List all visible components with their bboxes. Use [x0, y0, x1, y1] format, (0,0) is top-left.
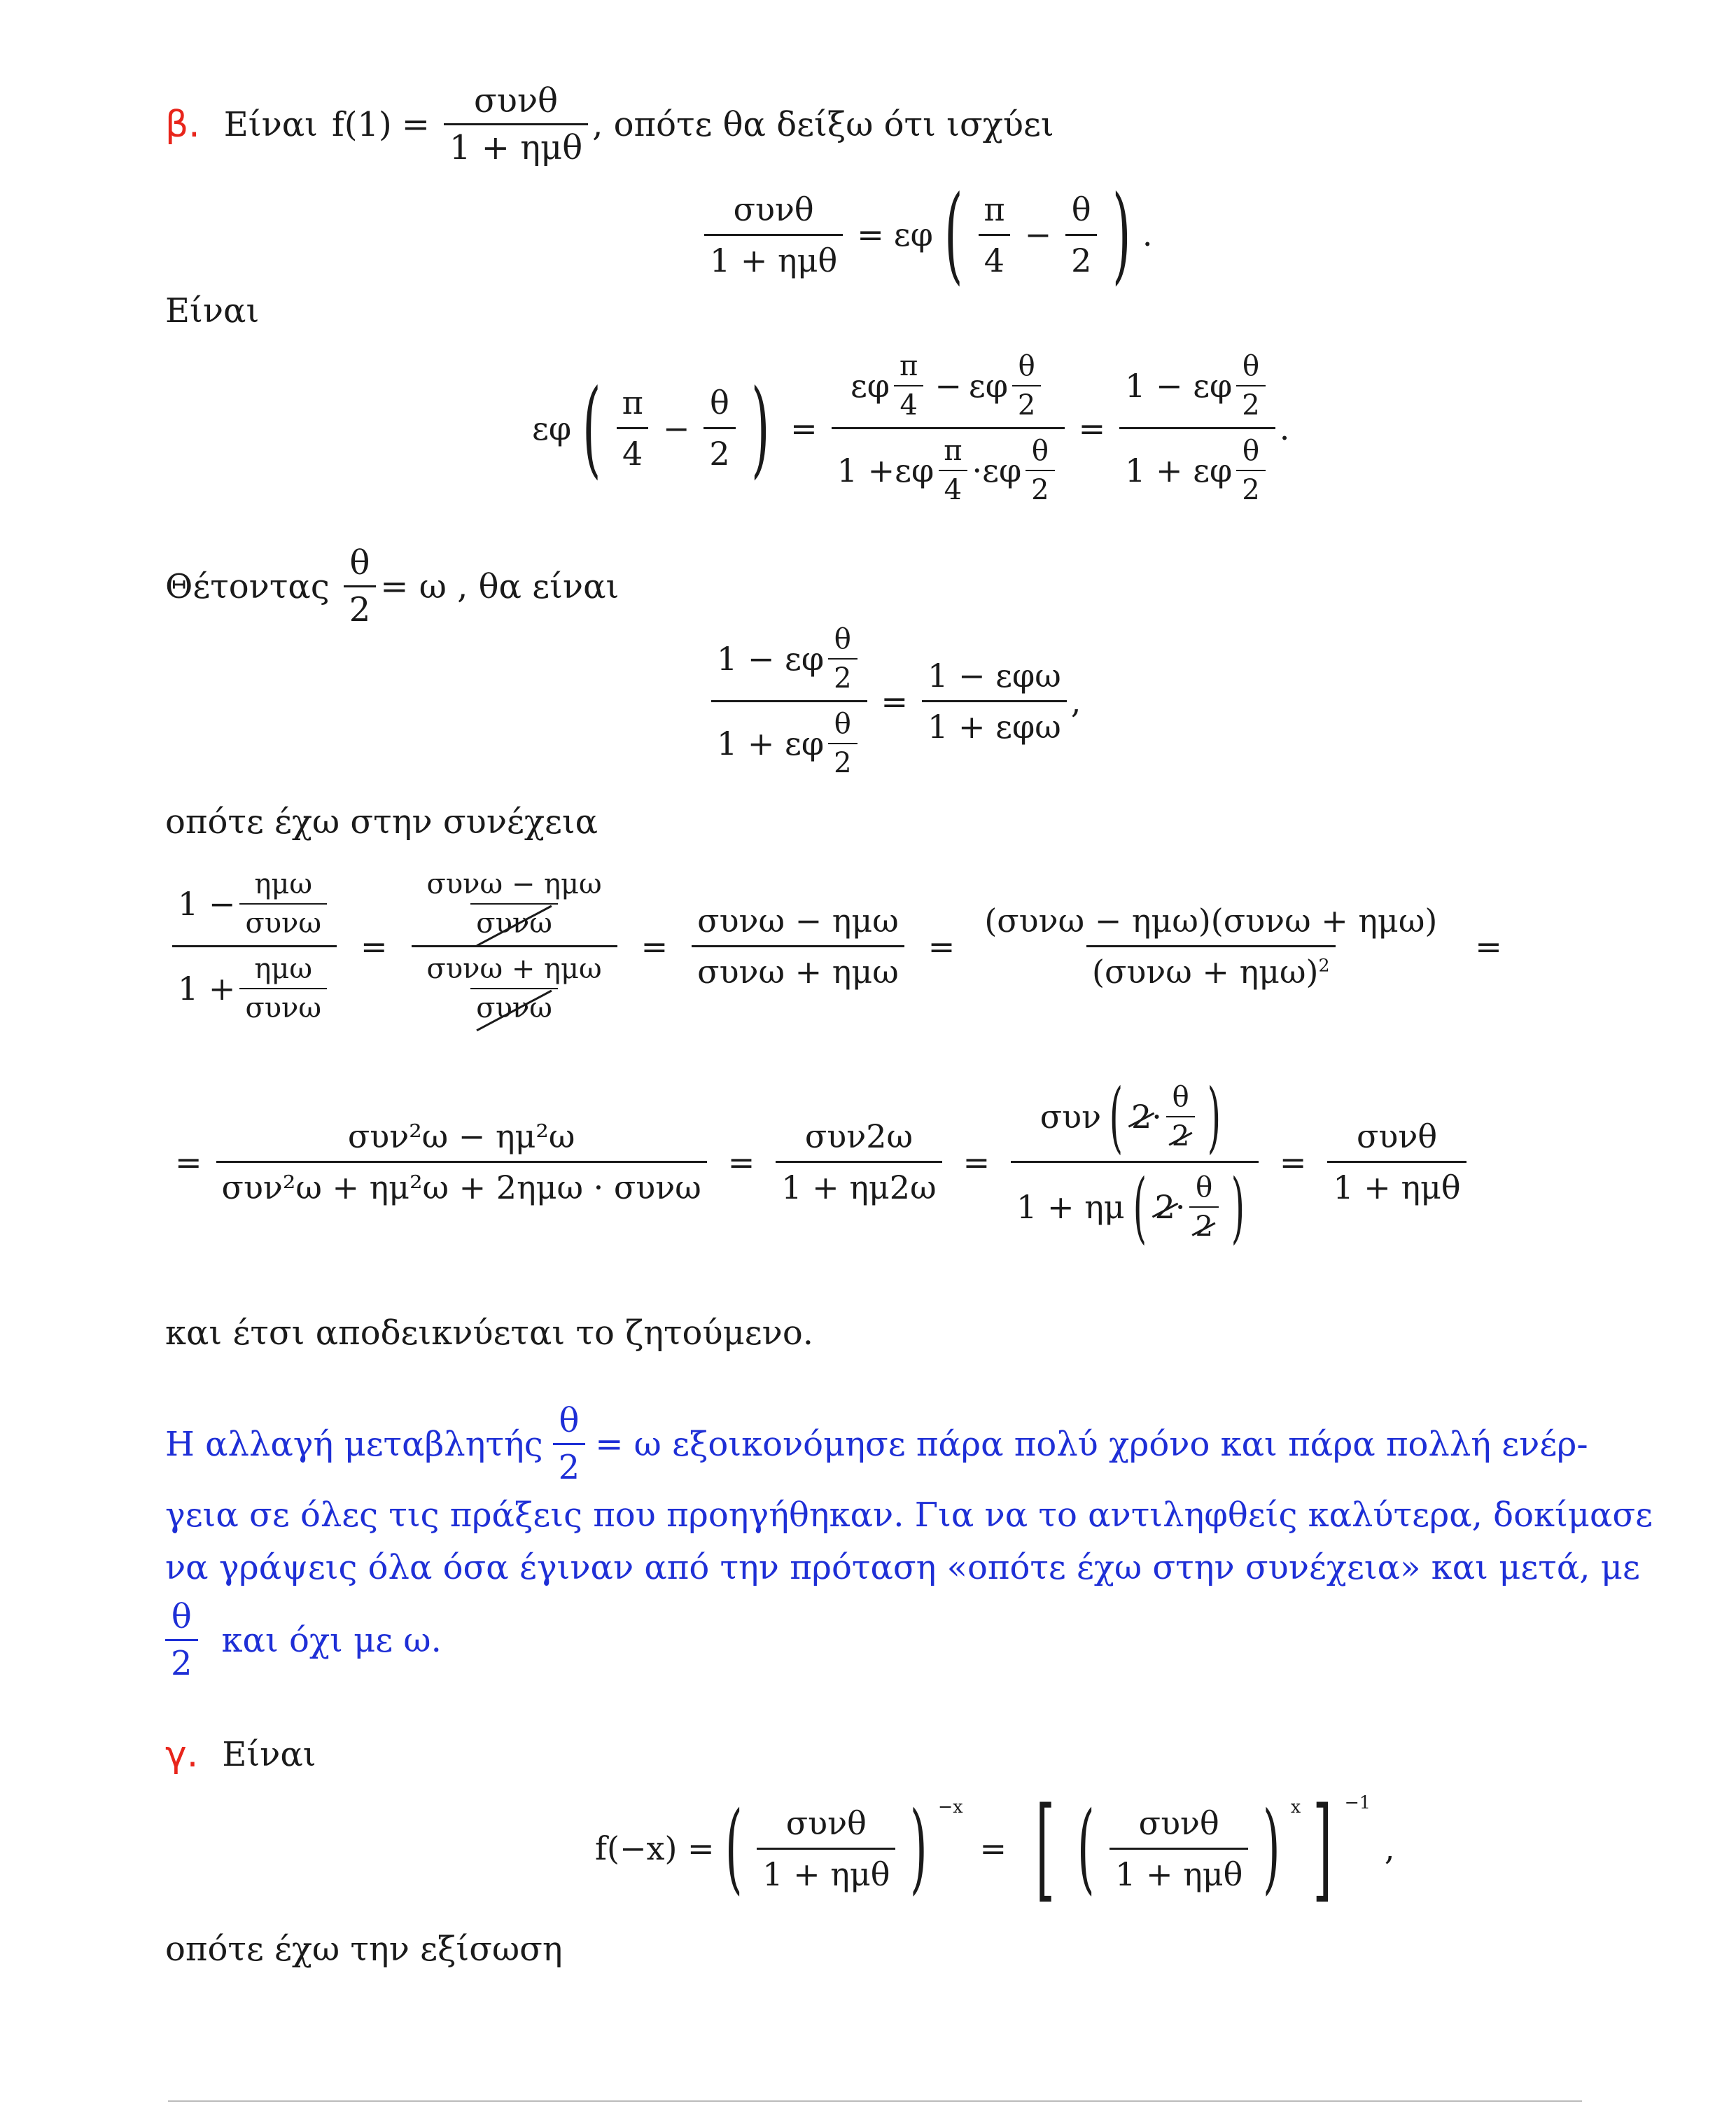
note-line-2: γεια σε όλες τις πράξεις που προηγήθηκαν. Για να το αντιληφθείς καλύτερα, δοκίμασε	[165, 1495, 1653, 1535]
identity-to-prove: $\frac{\text{συνθ}}{\text{1 + ημθ}}$ = εφ ( $\frac{\pi}{4}$ − $\frac{\theta}{2}$ ) .	[700, 182, 1153, 287]
part-b-intro-end: , οπότε θα δείξω ότι ισχύει	[592, 104, 1054, 144]
note-line-1: Η αλλαγή μεταβλητής $\frac{\theta}{2}$ = ω εξοικονόμησε πάρα πολύ χρόνο και πάρα πολλή ενέρ-	[165, 1401, 1588, 1487]
conclusion-text: και έτσι αποδεικνύεται το ζητούμενο.	[165, 1313, 813, 1353]
part-c-header: γ. Είναι	[165, 1734, 316, 1776]
note-line-3: να γράψεις όλα όσα έγιναν από την πρόταση «οπότε έχω στην συνέχεια» και μετά, με	[165, 1548, 1640, 1587]
chain-line-1: 1 − $\frac{\text{ημω}}{\text{συνω}}$ 1 + $\frac{\text{ημω}}{\text{συνω}}$ = $\frac{\frac{\text{συνω − ημω}}{\text{συνω}}}{\frac{\text{συνω + ημω}}{\text{συνω}}}$ = $\frac{\text{συνω − ημω}}{\text{συνω + ημω}}$ = $\frac{\text{(συνω − ημω)(συνω + ημω)}}{(\sigma\upsilon\nu\omega + \eta\mu\omega)^2}$ =	[168, 868, 1512, 1024]
f1-fraction: $\frac{\text{συνθ}}{\text{1 + ημθ}}$	[444, 84, 588, 165]
footer-divider	[168, 2100, 1582, 2102]
substitution-equation: 1 − εφ $\frac{\theta}{2}$ 1 + εφ $\frac{\theta}{2}$ = $\frac{\text{1 − εφω}}{\text{1 + εφω}}$ ,	[707, 623, 1081, 779]
then-continue-label: οπότε έχω στην συνέχεια	[165, 802, 598, 842]
part-c-label: γ.	[165, 1734, 199, 1776]
tan-expansion: εφ ( $\frac{\pi}{4}$ − $\frac{\theta}{2}$ ) = εφ $\frac{\pi}{4}$ − εφ $\frac{\theta}{2}$ 1 + εφ $\frac{\pi}{4}$ · εφ $\frac{\theta}{2}$ = 1 − εφ $\frac{\theta}{2}$ 1 + εφ $\frac{\theta}{2}$ .	[532, 350, 1290, 506]
part-b-header: β. Είναι f(1) = $\frac{\text{συνθ}}{\text{1 + ημθ}}$ , οπότε θα δείξω ότι ισχύει	[165, 81, 1054, 167]
part-c-equation: f(−x) = ( $\frac{\text{συνθ}}{\text{1 + ημθ}}$ ) $^{-x}$ = [ ( $\frac{\text{συνθ}}{\text{1 + ημθ}}$ ) $^x$ ] $^{-1}$ ,	[595, 1783, 1395, 1913]
substitution-line: Θέτοντας $\frac{\theta}{2}$ = ω , θα είναι	[165, 543, 620, 629]
einai-label: Είναι	[165, 291, 260, 330]
part-c-final-text: οπότε έχω την εξίσωση	[165, 1930, 563, 1969]
part-b-label: β.	[165, 103, 200, 146]
part-b-intro-start: Είναι	[223, 104, 318, 144]
f1-label: f(1)	[332, 104, 392, 144]
chain-line-2: = $\frac{\text{συν²ω − ημ²ω}}{\text{συν²ω + ημ²ω + 2ημω · συνω}}$ = $\frac{\text{συν2ω}}{1 + \eta\mu 2\omega}$ = συν ( 2 · $\frac{\theta}{2}$ ) 1 + ημ ( 2 · $\frac{\theta}{2}$ ) = $\frac{\text{συνθ}}{\text{1 + ημθ}}$	[165, 1078, 1471, 1246]
note-line-4: $\frac{\theta}{2}$ και όχι με ω.	[165, 1600, 442, 1680]
